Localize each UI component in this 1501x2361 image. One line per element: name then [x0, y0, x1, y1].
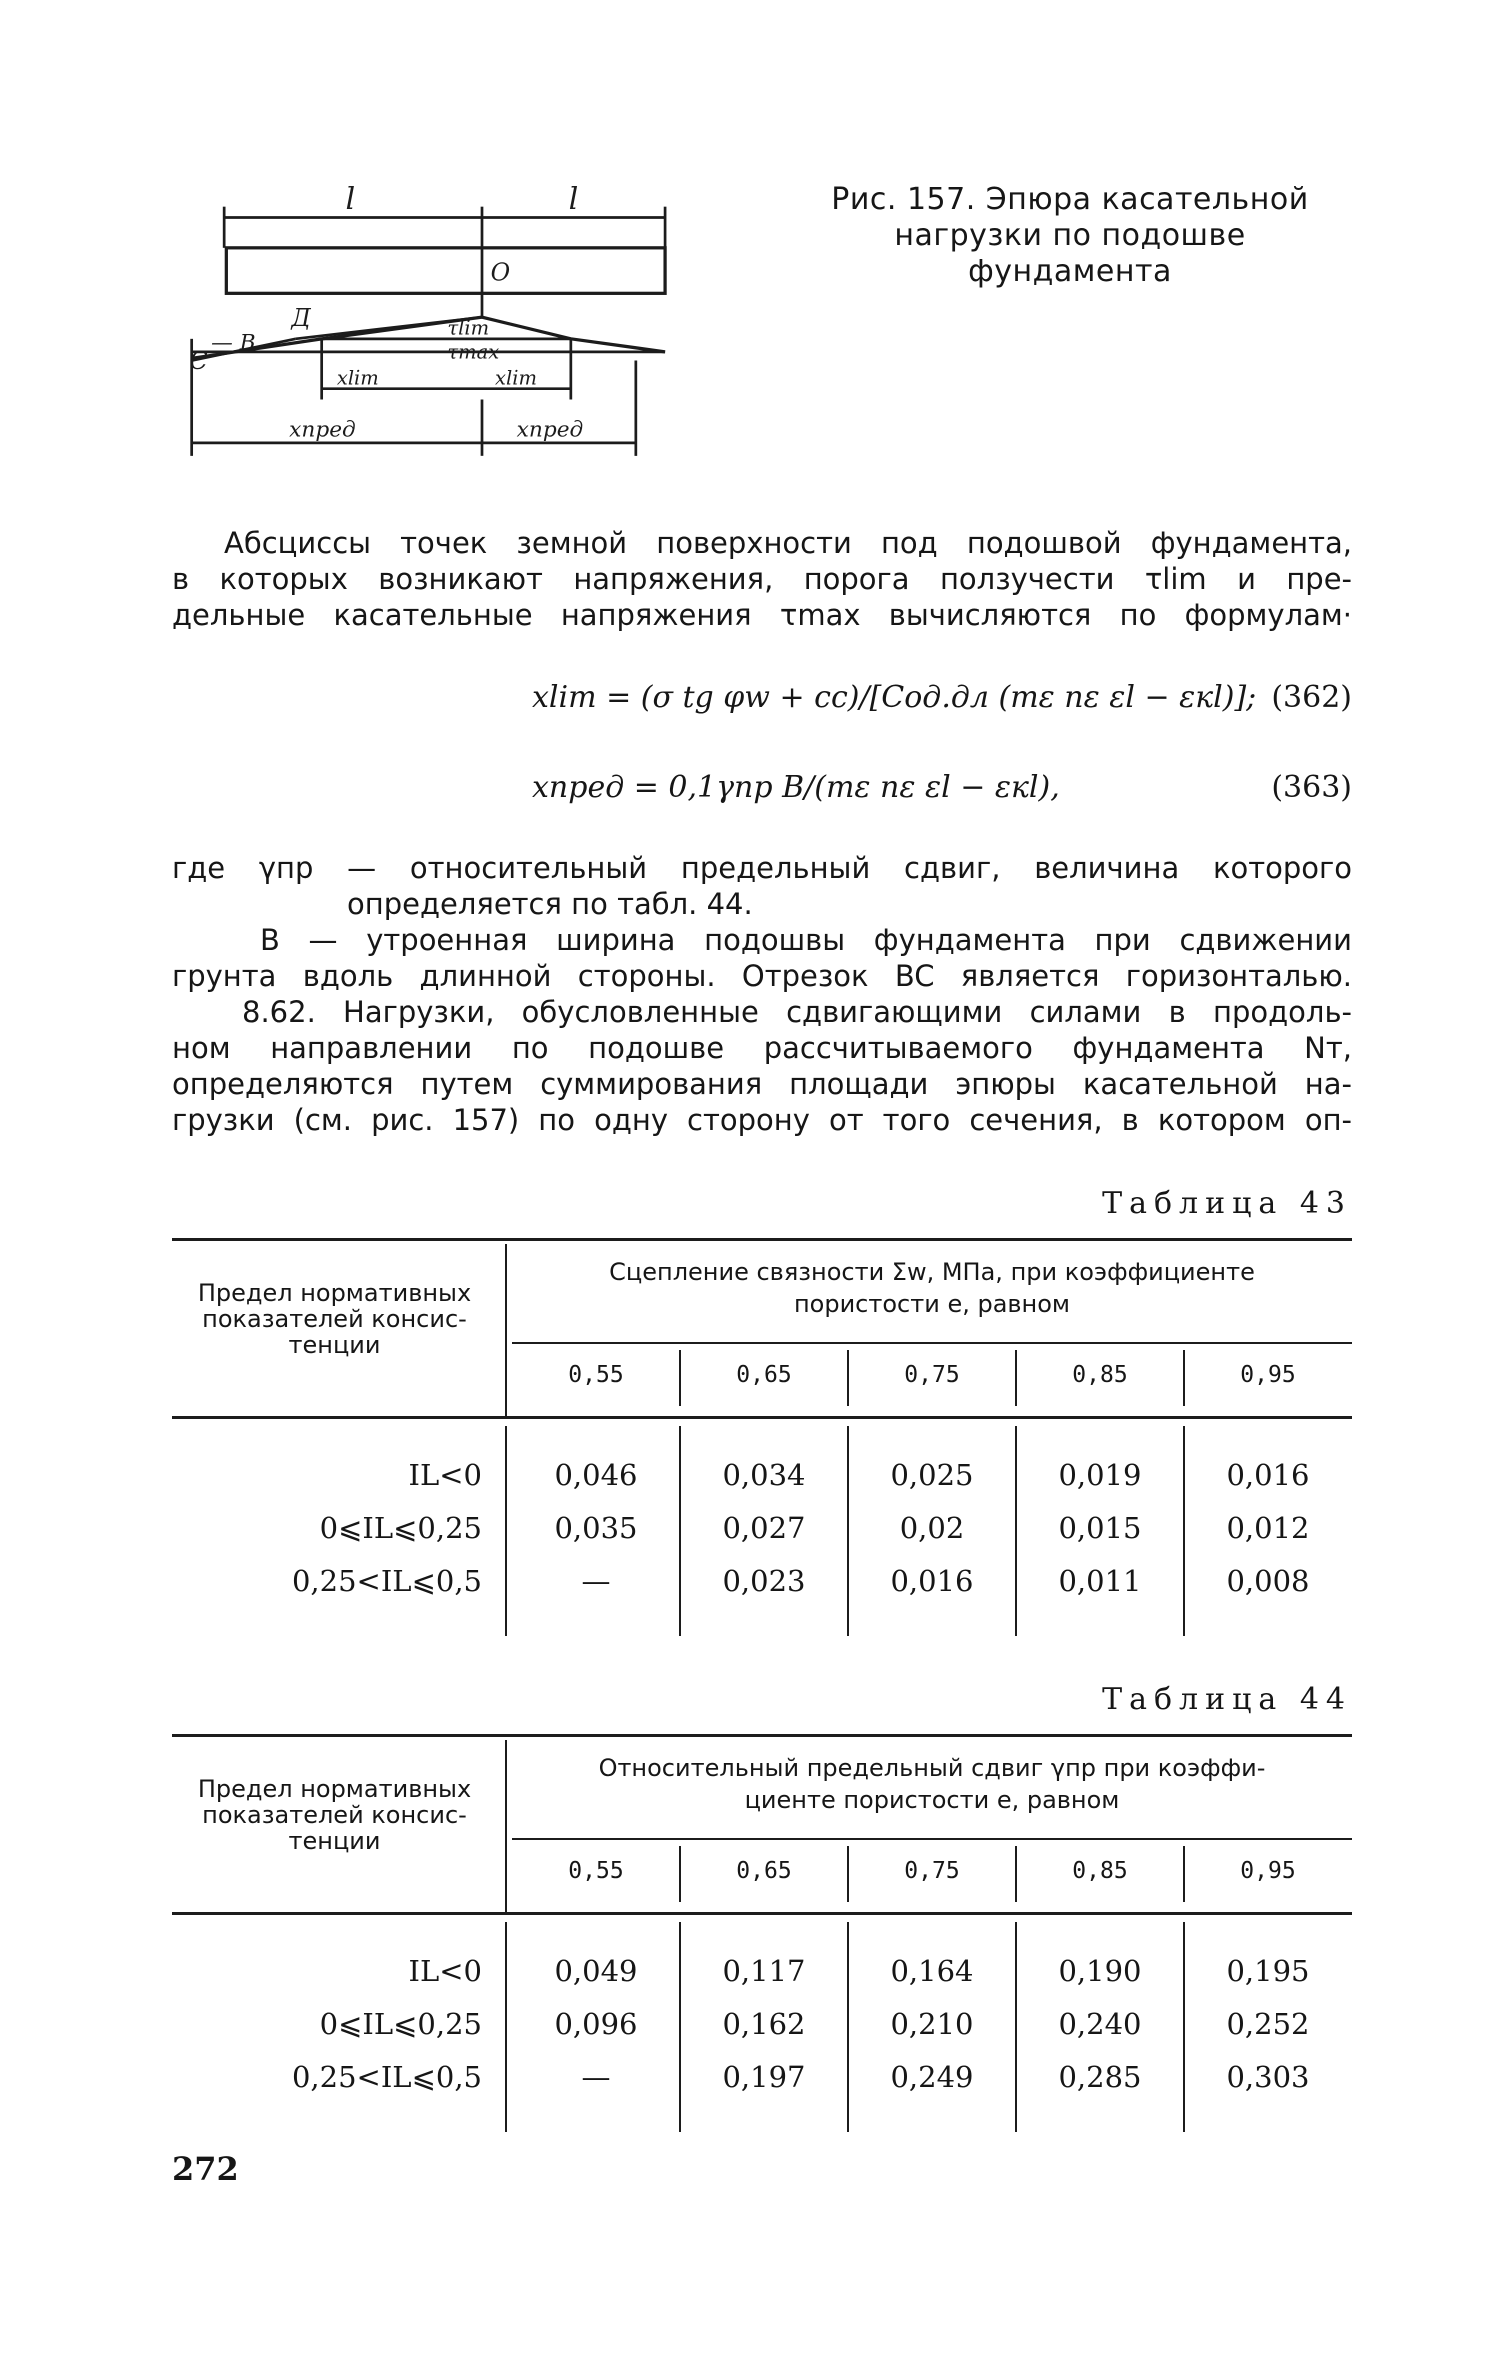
table-cell: 0,195 [1226, 1954, 1310, 1988]
row-label: 0,25<IL⩽0,5 [291, 2060, 482, 2094]
table-cell: 0,034 [722, 1458, 806, 1492]
row-label: IL<0 [408, 1954, 482, 1988]
column-header: 0,85 [1072, 1858, 1128, 1884]
table-cell: 0,02 [899, 1511, 965, 1545]
equation-number: (362) [1271, 680, 1352, 715]
table-cell: 0,016 [1226, 1458, 1310, 1492]
table-cell: 0,096 [554, 2007, 638, 2041]
stub-header-line: Предел нормативных [197, 1775, 472, 1803]
page-number: 272 [172, 2150, 239, 2188]
table-cell: 0,027 [722, 1511, 806, 1545]
spanning-header-line: Относительный предельный сдвиг γпр при коэффи- [598, 1754, 1266, 1782]
table-rule [512, 1838, 1352, 1840]
column-header: 0,75 [904, 1362, 960, 1388]
stub-header-line: тенции [288, 1827, 381, 1855]
table-cell: 0,162 [722, 2007, 806, 2041]
table-cell: 0,011 [1058, 1564, 1142, 1598]
column-header: 0,65 [736, 1362, 792, 1388]
paragraph-b-definition [172, 922, 1352, 994]
column-header: 0,95 [1240, 1858, 1296, 1884]
stub-header [172, 1776, 497, 1854]
table-cell: 0,015 [1058, 1511, 1142, 1545]
stub-header-line: тенции [288, 1331, 381, 1359]
label-c: C [189, 347, 208, 376]
formula-363 [172, 762, 1352, 818]
text-line: в которых возникают напряжения, порога ползучести τlim и пре- [172, 562, 1352, 596]
table-divider [505, 1426, 507, 1636]
table-cell: 0,197 [722, 2060, 806, 2094]
label-l: l [345, 181, 356, 217]
label-x-lim: xlim [495, 366, 537, 390]
label-b: — B [211, 330, 256, 356]
table-cell: 0,023 [722, 1564, 806, 1598]
caption-line: нагрузки по подошве [894, 218, 1246, 253]
spanning-header-line: циенте пористости e, равном [744, 1786, 1120, 1814]
table-44 [172, 1734, 1352, 2154]
formula-expression: xпред = 0,1γпр B/(mε nε εl − εкl), [532, 770, 1060, 805]
table-cell: 0,240 [1058, 2007, 1142, 2041]
label-o: O [490, 258, 511, 287]
table-cell: 0,285 [1058, 2060, 1142, 2094]
caption-line: фундамента [968, 254, 1172, 289]
row-label: 0⩽IL⩽0,25 [319, 1511, 482, 1545]
stub-header-line: показателей консис- [202, 1801, 467, 1829]
paragraph-where [172, 850, 1352, 922]
row-label: 0⩽IL⩽0,25 [319, 2007, 482, 2041]
table-cell: 0,303 [1226, 2060, 1310, 2094]
table-cell: 0,035 [554, 1511, 638, 1545]
label-x-pred: xпред [516, 417, 584, 443]
table-cell: 0,008 [1226, 1564, 1310, 1598]
table-rule [512, 1342, 1352, 1344]
table-cell: 0,049 [554, 1954, 638, 1988]
tangential-load-diagram [170, 178, 690, 478]
text-line: грузки (см. рис. 157) по одну сторону от того сечения, в котором оп- [172, 1103, 1352, 1137]
column-header: 0,85 [1072, 1362, 1128, 1388]
row-label: 0,25<IL⩽0,5 [291, 1564, 482, 1598]
table-cell: 0,190 [1058, 1954, 1142, 1988]
label-x-pred: xпред [289, 417, 356, 443]
table-cell: 0,019 [1058, 1458, 1142, 1492]
table-divider [505, 1922, 507, 2132]
column-header: 0,55 [568, 1858, 624, 1884]
table-43-title: Таблица 43 [1102, 1186, 1352, 1221]
caption-line: Рис. 157. Эпюра касательной [831, 182, 1309, 217]
table-44-title: Таблица 44 [1102, 1682, 1352, 1717]
label-x-lim: xlim [336, 366, 379, 390]
table-cell: — [581, 2060, 611, 2094]
table-43 [172, 1238, 1352, 1658]
figure-caption [790, 182, 1350, 290]
column-header: 0,75 [904, 1858, 960, 1884]
text-line: где γпр — относительный предельный сдвиг, величина которого [172, 851, 1352, 885]
text-line: определяются путем суммирования площади эпюры касательной на- [172, 1067, 1352, 1101]
table-rule [172, 1238, 1352, 1241]
equation-number: (363) [1271, 770, 1352, 805]
table-rule [172, 1734, 1352, 1737]
column-header: 0,65 [736, 1858, 792, 1884]
table-rule [172, 1912, 1352, 1915]
text-line: ном направлении по подошве рассчитываемого фундамента Nт, [172, 1031, 1352, 1065]
table-cell: 0,016 [890, 1564, 974, 1598]
stub-header [172, 1280, 497, 1358]
column-header: 0,55 [568, 1362, 624, 1388]
table-cell: — [581, 1564, 611, 1598]
figure-157-diagram [170, 178, 690, 478]
label-d: Д [291, 303, 311, 332]
table-cell: 0,164 [890, 1954, 974, 1988]
label-l: l [568, 181, 579, 217]
label-tau-lim: τlim [447, 316, 490, 340]
text-line: Абсциссы точек земной поверхности под подошвой фундамента, [224, 526, 1352, 560]
table-rule [172, 1416, 1352, 1419]
table-cell: 0,025 [890, 1458, 974, 1492]
table-cell: 0,210 [890, 2007, 974, 2041]
text-line: определяется по табл. 44. [347, 887, 753, 921]
table-divider [505, 1740, 507, 1912]
text-line: B — утроенная ширина подошвы фундамента при сдвижении [260, 923, 1352, 957]
stub-header-line: показателей консис- [202, 1305, 467, 1333]
formula-362 [172, 672, 1352, 728]
table-divider [505, 1244, 507, 1416]
table-cell: 0,249 [890, 2060, 974, 2094]
text-line: 8.62. Нагрузки, обусловленные сдвигающими силами в продоль- [242, 995, 1352, 1029]
foundation-slab [226, 248, 665, 294]
label-tau-max: τmax [447, 340, 500, 364]
paragraph-abscissas [172, 525, 1352, 633]
table-cell: 0,012 [1226, 1511, 1310, 1545]
text-line: грунта вдоль длинной стороны. Отрезок BC является горизонталью. [172, 959, 1352, 993]
spanning-header [512, 1256, 1352, 1320]
paragraph-8-62 [172, 994, 1352, 1138]
table-cell: 0,252 [1226, 2007, 1310, 2041]
formula-expression: xlim = (σ tg φw + cc)/[Cод.дл (mε nε εl − εкl)]; [532, 680, 1257, 715]
spanning-header [512, 1752, 1352, 1816]
spanning-header-line: Сцепление связности Σw, МПа, при коэффициенте [609, 1258, 1255, 1286]
stub-header-line: Предел нормативных [197, 1279, 472, 1307]
text-line: дельные касательные напряжения τmax вычисляются по формулам· [172, 598, 1352, 632]
table-cell: 0,117 [722, 1954, 806, 1988]
row-label: IL<0 [408, 1458, 482, 1492]
column-header: 0,95 [1240, 1362, 1296, 1388]
table-cell: 0,046 [554, 1458, 638, 1492]
spanning-header-line: пористости e, равном [793, 1290, 1071, 1318]
